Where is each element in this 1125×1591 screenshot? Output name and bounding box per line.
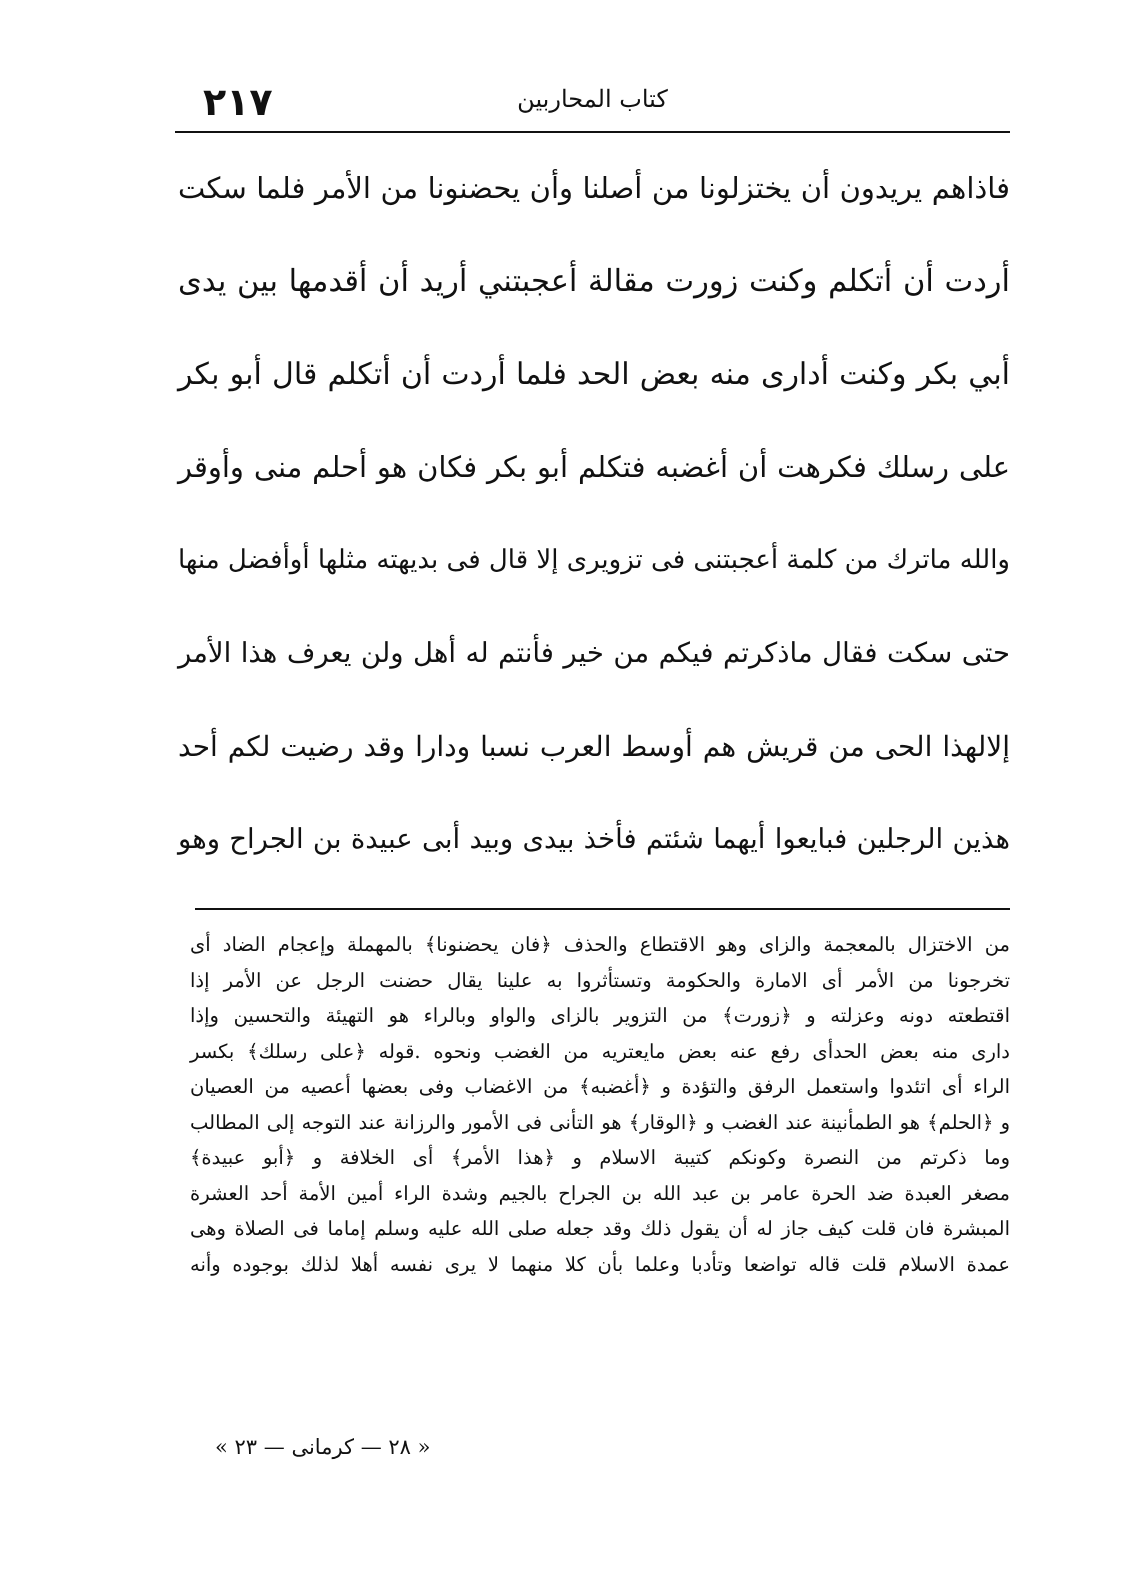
footnote-rule xyxy=(195,908,1010,910)
main-text-line: أبي بكر وكنت أدارى منه بعض الحد فلما أردت أن أتكلم قال أبو بكر xyxy=(178,357,1010,392)
footnote-line: تخرجونا من الأمر أى الامارة والحكومة وتستأثروا به علينا يقال حضنت الرجل عن الأمر إذا xyxy=(190,968,1010,992)
main-text-line: حتى سكت فقال ماذكرتم فيكم من خير فأنتم له أهل ولن يعرف هذا الأمر xyxy=(178,637,1010,669)
footnote-line: مصغر العبدة ضد الحرة عامر بن عبد الله بن الجراح بالجيم وشدة الراء أمين الأمة أحد العشرة xyxy=(190,1181,1010,1205)
main-text-line: هذين الرجلين فبايعوا أيهما شئتم فأخذ بيدى وبيد أبى عبيدة بن الجراح وهو xyxy=(178,823,1010,855)
header-rule xyxy=(175,131,1010,133)
footnote-line: وما ذكرتم من النصرة وكونكم كتيبة الاسلام و ﴿هذا الأمر﴾ أى الخلافة و ﴿أبو عبيدة﴾ xyxy=(190,1146,1010,1169)
main-text-line: والله ماترك من كلمة أعجبتنى فى تزويرى إلا قال فى بديهته مثلها أوأفضل منها xyxy=(177,545,1010,575)
main-text-line: فاذاهم يريدون أن يختزلونا من أصلنا وأن يحضنونا من الأمر فلما سكت xyxy=(178,171,1010,205)
main-text-line: على رسلك فكرهت أن أغضبه فتكلم أبو بكر فكان هو أحلم منى وأوقر xyxy=(178,450,1010,484)
main-text-line: إلالهذا الحى من قريش هم أوسط العرب نسبا ودارا وقد رضيت لكم أحد xyxy=(178,730,1010,763)
footnote-line: عمدة الاسلام قلت قاله تواضعا وتأدبا وعلما بأن كلا منهما لا يرى نفسه أهلا لذلك بوجوده وأنه xyxy=(190,1252,1010,1276)
main-text-line: أردت أن أتكلم وكنت زورت مقالة أعجبتني أريد أن أقدمها بين يدى xyxy=(178,264,1010,299)
page-header xyxy=(175,72,1010,130)
footnote-line: الراء أى اتئدوا واستعمل الرفق والتؤدة و ﴿أغضبه﴾ من الاغضاب وفى بعضها أعصيه من العصيان xyxy=(190,1075,1010,1098)
footnote-line: المبشرة فان قلت كيف جاز له أن يقول ذلك وقد جعله صلى الله عليه وسلم إماما فى الصلاة وهى xyxy=(190,1217,1010,1240)
main-text-block xyxy=(178,142,1010,886)
running-title: كتاب المحاربين xyxy=(517,85,668,113)
footnotes-block xyxy=(190,927,1010,1282)
footnote-line: اقتطعته دونه وعزلته و ﴿زورت﴾ من التزوير بالزاى والواو وبالراء هو التهيئة والتحسين وإذا xyxy=(190,1004,1010,1027)
footnote-line: و ﴿الحلم﴾ هو الطمأنينة عند الغضب و ﴿الوقار﴾ هو التأنى فى الأمور والرزانة عند التوجه إلى المطالب xyxy=(190,1110,1010,1134)
printer-signature: « ٢٨ — كرمانى — ٢٣ » xyxy=(215,1435,431,1459)
footnote-line: دارى منه بعض الحدأى رفع عنه بعض مايعتريه من الغضب ونحوه .قوله ﴿على رسلك﴾ بكسر xyxy=(190,1039,1010,1063)
footnote-line: من الاختزال بالمعجمة والزاى وهو الاقتطاع والحذف ﴿فان يحضنونا﴾ بالمهملة وإعجام الضاد أى xyxy=(190,933,1010,956)
page-number: ٢١٧ xyxy=(203,80,273,124)
